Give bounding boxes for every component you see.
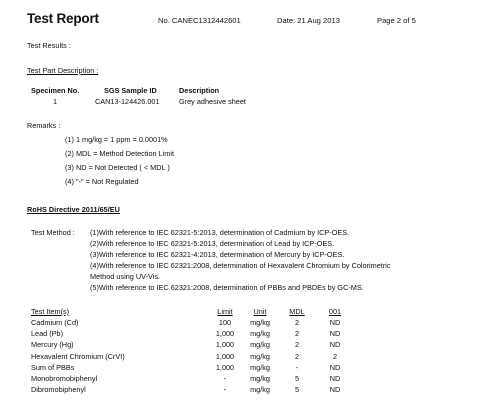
results-cell-limit: -	[223, 374, 227, 383]
remark-item: (2) MDL = Method Detection Limit	[65, 149, 175, 158]
remark-item: (4) "-" = Not Regulated	[65, 177, 139, 186]
test-method-label: Test Method :	[31, 228, 75, 237]
remark-item: (1) 1 mg/kg = 1 ppm = 0.0001%	[65, 135, 168, 144]
results-cell-mdl: 5	[294, 385, 300, 395]
test-method-line: (3)With reference to IEC 62321-4:2013, determination of Mercury by ICP-OES.	[90, 250, 345, 259]
results-header-item: Test Item(s)	[31, 307, 70, 316]
test-method-line: (1)With reference to IEC 62321-5:2013, determination of Cadmium by ICP-OES.	[90, 228, 350, 237]
results-cell-mdl: 5	[294, 374, 300, 383]
test-method-line: (4)With reference to IEC 62321:2008, determination of Hexavalent Chromium by Colorimetric	[90, 261, 391, 270]
results-cell-item: Cadmium (Cd)	[31, 318, 79, 327]
test-results-label: Test Results :	[27, 41, 71, 50]
remarks-label: Remarks :	[27, 121, 61, 130]
results-cell-unit: mg/kg	[250, 362, 270, 372]
report-title: Test Report	[27, 11, 99, 26]
results-cell-mdl: -	[295, 362, 299, 372]
specimen-header-description: Description	[179, 86, 220, 95]
results-cell-result: ND	[329, 362, 341, 372]
specimen-row-no: 1	[53, 97, 58, 106]
results-cell-unit: mg/kg	[250, 385, 270, 395]
results-cell-result: 2	[332, 351, 338, 361]
results-cell-result: ND	[329, 385, 341, 395]
results-cell-unit: mg/kg	[250, 329, 270, 339]
test-method-line: (5)With reference to IEC 62321:2008, determination of PBBs and PBDEs by GC-MS.	[90, 283, 364, 292]
results-header-mdl: MDL	[289, 307, 305, 316]
results-cell-limit: 1,000	[215, 362, 235, 372]
specimen-header-sample-id: SGS Sample ID	[104, 86, 157, 95]
results-header-unit: Unit	[253, 307, 267, 316]
page-indicator: Page 2 of 5	[377, 16, 416, 25]
results-cell-unit: mg/kg	[250, 340, 270, 350]
results-cell-item: Lead (Pb)	[31, 329, 64, 339]
results-cell-item: Monobromobiphenyl	[31, 374, 98, 383]
results-cell-limit: 100	[218, 318, 232, 327]
results-cell-result: ND	[329, 374, 341, 383]
results-cell-mdl: 2	[294, 329, 300, 339]
results-cell-item: Dibromobiphenyl	[31, 385, 86, 395]
results-cell-mdl: 2	[294, 340, 300, 350]
specimen-header-no: Specimen No.	[31, 86, 80, 95]
test-part-label: Test Part Description :	[27, 66, 99, 75]
specimen-row-description: Grey adhesive sheet	[179, 97, 246, 106]
results-cell-mdl: 2	[294, 318, 300, 327]
results-cell-item: Sum of PBBs	[31, 362, 75, 372]
results-cell-unit: mg/kg	[250, 351, 270, 361]
results-cell-result: ND	[329, 318, 341, 327]
results-cell-unit: mg/kg	[250, 318, 270, 327]
results-header-sample: 001	[328, 307, 342, 316]
rohs-heading: RoHS Directive 2011/65/EU	[27, 205, 120, 214]
report-number: No. CANEC1312442601	[158, 16, 241, 25]
results-cell-limit: 1,000	[215, 329, 235, 339]
results-cell-unit: mg/kg	[250, 374, 270, 383]
results-cell-limit: 1,000	[215, 351, 235, 361]
results-cell-result: ND	[329, 340, 341, 350]
specimen-row-sample-id: CAN13-124426.001	[95, 97, 160, 106]
remark-item: (3) ND = Not Detected ( < MDL )	[65, 163, 170, 172]
results-cell-limit: 1,000	[215, 340, 235, 350]
test-method-line: (2)With reference to IEC 62321-5:2013, determination of Lead by ICP-OES.	[90, 239, 335, 248]
test-method-line: Method using UV-Vis.	[90, 272, 161, 281]
results-header-limit: Limit	[217, 307, 233, 316]
results-cell-mdl: 2	[294, 351, 300, 361]
results-cell-limit: -	[223, 385, 227, 395]
results-cell-result: ND	[329, 329, 341, 339]
results-cell-item: Mercury (Hg)	[31, 340, 74, 350]
report-date: Date: 21 Aug 2013	[277, 16, 340, 25]
results-cell-item: Hexavalent Chromium (CrVI)	[31, 351, 125, 361]
